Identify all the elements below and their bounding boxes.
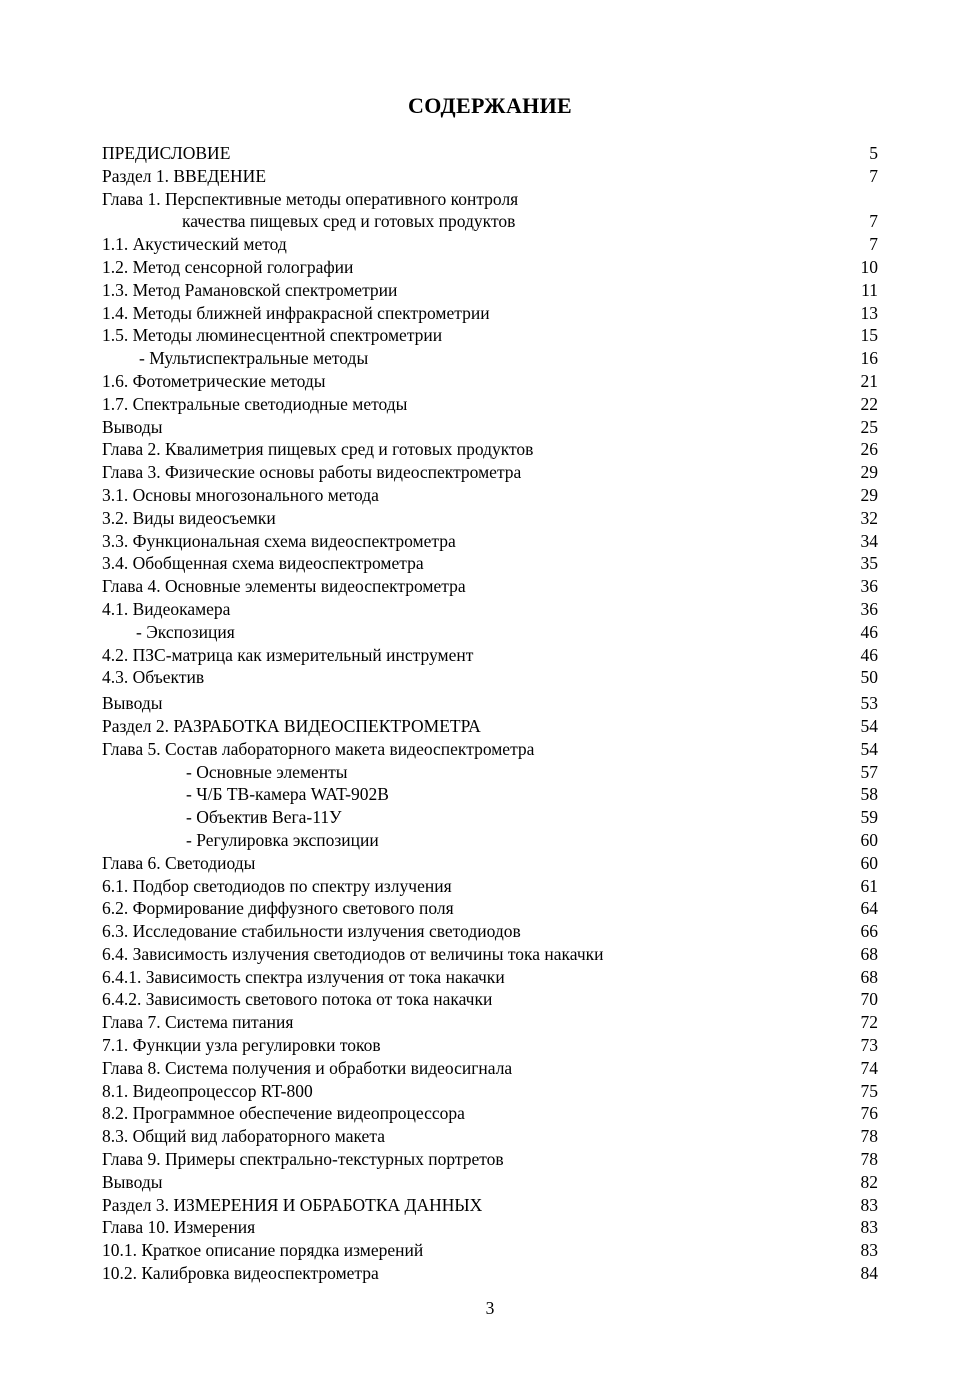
toc-entry (102, 920, 878, 943)
toc-entry (102, 1011, 878, 1034)
toc-entry-label: Раздел 2. РАЗРАБОТКА ВИДЕОСПЕКТРОМЕТРА (102, 715, 481, 736)
toc-entry (102, 552, 878, 575)
toc-entry (102, 347, 878, 370)
toc-entry-label: - Ч/Б ТВ-камера WAT-902B (186, 784, 389, 805)
toc-entry-label: - Регулировка экспозиции (186, 829, 379, 850)
toc-entry (102, 575, 878, 598)
toc-entry (102, 302, 878, 325)
toc-entry-page: 83 (860, 1240, 878, 1261)
toc-entry-label: 1.3. Метод Рамановской спектрометрии (102, 279, 398, 300)
toc-entry (102, 1057, 878, 1080)
toc-entry-page: 83 (860, 1217, 878, 1238)
toc-entry-page: 68 (860, 943, 878, 964)
toc-entry-label: 6.2. Формирование диффузного светового поля (102, 898, 454, 919)
toc-entry-page: 34 (860, 530, 878, 551)
toc-entry (102, 897, 878, 920)
toc-entry-label: - Основные элементы (186, 761, 348, 782)
toc-entry (102, 1080, 878, 1103)
toc-entry-label: - Объектив Вега-11У (186, 807, 342, 828)
toc-entry (102, 507, 878, 530)
toc-entry-page: 57 (860, 761, 878, 782)
toc-entry-label: 4.3. Объектив (102, 667, 205, 688)
toc-entry-label: 1.5. Методы люминесцентной спектрометрии (102, 325, 443, 346)
toc-entry-label: Глава 10. Измерения (102, 1217, 256, 1238)
toc-entry-page: 82 (860, 1171, 878, 1192)
toc-entry-page: 29 (860, 462, 878, 483)
toc-entry-label: 7.1. Функции узла регулировки токов (102, 1035, 381, 1056)
toc-entry (102, 829, 878, 852)
toc-entry-page: 10 (860, 256, 878, 277)
toc-entry-page: 66 (860, 921, 878, 942)
toc-entry-page: 53 (860, 693, 878, 714)
toc-entry (102, 188, 878, 211)
toc-entry (102, 279, 878, 302)
toc-entry (102, 761, 878, 784)
toc-entry-page: 7 (869, 165, 878, 186)
toc-entry (102, 1194, 878, 1217)
toc-entry (102, 416, 878, 439)
toc-entry-label: 4.2. ПЗС-матрица как измерительный инструмент (102, 644, 474, 665)
toc-entry (102, 461, 878, 484)
toc-entry (102, 692, 878, 715)
toc-entry (102, 1102, 878, 1125)
toc-entry-label: Глава 5. Состав лабораторного макета видеоспектрометра (102, 738, 535, 759)
toc-entry-page: 54 (860, 738, 878, 759)
toc-entry-page: 15 (860, 325, 878, 346)
toc-entry (102, 738, 878, 761)
toc-entry-label: 3.4. Обобщенная схема видеоспектрометра (102, 553, 424, 574)
toc-entry-page: 36 (860, 598, 878, 619)
toc-entry-page: 36 (860, 576, 878, 597)
toc-entry-page: 68 (860, 966, 878, 987)
toc-entry (102, 530, 878, 553)
toc-entry-label: Глава 2. Квалиметрия пищевых сред и готовых продуктов (102, 439, 534, 460)
toc-entry-page: 72 (860, 1012, 878, 1033)
toc-entry-page: 26 (860, 439, 878, 460)
toc-entry-label: 3.2. Виды видеосъемки (102, 507, 276, 528)
toc-entry-page: 84 (860, 1263, 878, 1284)
toc-entry-label: 6.4.1. Зависимость спектра излучения от тока накачки (102, 966, 505, 987)
toc-entry-page: 76 (860, 1103, 878, 1124)
table-of-contents (102, 142, 878, 1285)
toc-entry-page: 22 (860, 393, 878, 414)
toc-entry-page: 35 (860, 553, 878, 574)
toc-entry-page: 7 (869, 211, 878, 232)
toc-entry (102, 1034, 878, 1057)
toc-entry-page: 74 (860, 1057, 878, 1078)
toc-entry-label: - Мультиспектральные методы (139, 348, 369, 369)
toc-entry (102, 621, 878, 644)
toc-entry (102, 324, 878, 347)
toc-entry (102, 142, 878, 165)
toc-entry-page: 29 (860, 484, 878, 505)
toc-entry (102, 233, 878, 256)
toc-entry-label: - Экспозиция (136, 621, 235, 642)
toc-entry-label: Глава 6. Светодиоды (102, 852, 256, 873)
toc-entry (102, 715, 878, 738)
toc-entry-label: 1.6. Фотометрические методы (102, 370, 326, 391)
toc-entry (102, 256, 878, 279)
toc-entry-label: 10.2. Калибровка видеоспектрометра (102, 1263, 379, 1284)
toc-entry-page: 54 (860, 715, 878, 736)
toc-entry (102, 370, 878, 393)
toc-entry-label: Глава 9. Примеры спектрально-текстурных портретов (102, 1149, 504, 1170)
toc-entry-label: качества пищевых сред и готовых продуктов (182, 211, 516, 232)
toc-entry-label: Глава 7. Система питания (102, 1012, 294, 1033)
toc-entry (102, 210, 878, 233)
toc-entry-page: 25 (860, 416, 878, 437)
toc-entry-page: 73 (860, 1035, 878, 1056)
toc-entry-page: 75 (860, 1080, 878, 1101)
toc-entry-label: 1.1. Акустический метод (102, 234, 287, 255)
toc-entry-page: 16 (860, 348, 878, 369)
toc-entry (102, 988, 878, 1011)
toc-entry-page: 58 (860, 784, 878, 805)
toc-entry-page: 46 (860, 621, 878, 642)
toc-entry (102, 1216, 878, 1239)
toc-entry-label: Выводы (102, 1171, 163, 1192)
toc-entry-page: 78 (860, 1126, 878, 1147)
toc-entry (102, 943, 878, 966)
toc-entry-page: 11 (861, 279, 878, 300)
toc-entry (102, 644, 878, 667)
page-title: СОДЕРЖАНИЕ (408, 93, 572, 118)
toc-entry-label: 6.3. Исследование стабильности излучения светодиодов (102, 921, 521, 942)
toc-entry (102, 1262, 878, 1285)
toc-entry (102, 966, 878, 989)
toc-entry-page: 78 (860, 1149, 878, 1170)
toc-entry-page: 5 (869, 143, 878, 163)
toc-entry-label: Выводы (102, 416, 163, 437)
toc-entry (102, 484, 878, 507)
toc-entry-page: 32 (860, 507, 878, 528)
toc-entry-label: 8.3. Общий вид лабораторного макета (102, 1126, 385, 1147)
toc-entry-page: 61 (860, 875, 878, 896)
toc-entry-label: 6.1. Подбор светодиодов по спектру излучения (102, 875, 452, 896)
toc-entry (102, 1171, 878, 1194)
toc-entry-label: Выводы (102, 693, 163, 714)
toc-entry (102, 1148, 878, 1171)
toc-entry-label: 1.7. Спектральные светодиодные методы (102, 393, 408, 414)
toc-entry (102, 438, 878, 461)
toc-entry-page: 83 (860, 1194, 878, 1215)
toc-entry-label: Раздел 1. ВВЕДЕНИЕ (102, 165, 267, 186)
toc-entry-label: Глава 8. Система получения и обработки видеосигнала (102, 1057, 513, 1078)
page-number: 3 (485, 1298, 495, 1318)
toc-entry (102, 1239, 878, 1262)
toc-entry-label: 1.2. Метод сенсорной голографии (102, 256, 354, 277)
toc-entry-label: Глава 4. Основные элементы видеоспектрометра (102, 576, 466, 597)
toc-entry-page: 50 (860, 667, 878, 688)
toc-entry-label: 8.1. Видеопроцессор RT-800 (102, 1080, 313, 1101)
toc-entry-label: 10.1. Краткое описание порядка измерений (102, 1240, 424, 1261)
toc-entry-page: 46 (860, 644, 878, 665)
toc-entry-label: Глава 3. Физические основы работы видеоспектрометра (102, 462, 522, 483)
toc-entry (102, 666, 878, 689)
toc-entry-label: 4.1. Видеокамера (102, 598, 231, 619)
toc-entry-label: 1.4. Методы ближней инфракрасной спектрометрии (102, 302, 490, 323)
toc-entry-label: 3.3. Функциональная схема видеоспектрометра (102, 530, 456, 551)
toc-entry-page: 59 (860, 807, 878, 828)
toc-entry-page: 60 (860, 829, 878, 850)
toc-entry-page: 21 (860, 370, 878, 391)
toc-entry-label: Глава 1. Перспективные методы оперативного контроля (102, 188, 519, 209)
toc-entry-label: 6.4. Зависимость излучения светодиодов от величины тока накачки (102, 943, 604, 964)
toc-entry (102, 806, 878, 829)
toc-entry-label: 3.1. Основы многозонального метода (102, 484, 379, 505)
toc-entry-label: 6.4.2. Зависимость светового потока от тока накачки (102, 989, 493, 1010)
toc-entry-page: 13 (860, 302, 878, 323)
toc-entry (102, 393, 878, 416)
toc-entry (102, 783, 878, 806)
toc-entry-page: 70 (860, 989, 878, 1010)
toc-entry (102, 875, 878, 898)
toc-entry (102, 852, 878, 875)
toc-entry-page: 60 (860, 852, 878, 873)
toc-entry-label: 8.2. Программное обеспечение видеопроцессора (102, 1103, 465, 1124)
toc-entry-page: 64 (860, 898, 878, 919)
toc-entry-label: ПРЕДИСЛОВИЕ (102, 143, 231, 163)
toc-entry-page: 7 (869, 234, 878, 255)
toc-entry (102, 165, 878, 188)
toc-entry (102, 598, 878, 621)
toc-entry (102, 1125, 878, 1148)
toc-entry-label: Раздел 3. ИЗМЕРЕНИЯ И ОБРАБОТКА ДАННЫХ (102, 1194, 483, 1215)
